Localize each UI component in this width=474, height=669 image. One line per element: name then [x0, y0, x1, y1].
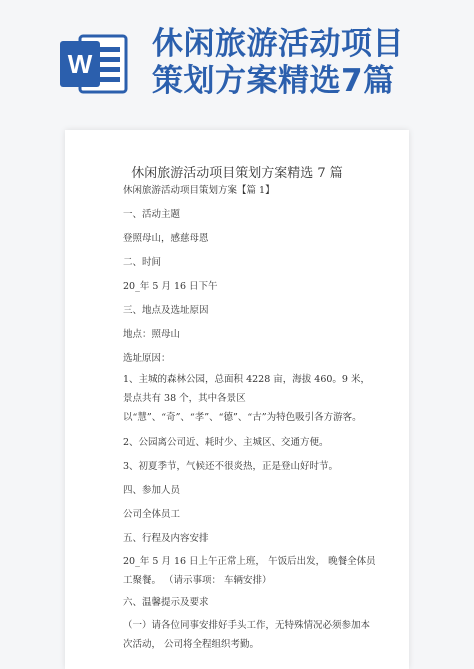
header-title-line2: 策划方案精选7篇: [152, 63, 395, 99]
paragraph: 20_年 5 月 16 日下午: [123, 281, 218, 292]
svg-text:W: W: [67, 49, 93, 79]
section-heading: 六、温馨提示及要求: [123, 597, 209, 608]
header-title: [152, 26, 462, 100]
paragraph: 20_年 5 月 16 日上午正常上班， 午饭后出发， 晚餐全体员工聚餐。 （请示事项： 车辆安排）: [123, 556, 376, 586]
paragraph: 地点：照母山: [123, 329, 181, 340]
section-heading: 五、行程及内容安排: [123, 533, 209, 544]
header-title-line1: 休闲旅游活动项目: [152, 26, 404, 62]
paragraph: 选址原因：: [123, 353, 171, 364]
section-heading: 一、活动主题: [123, 209, 181, 220]
paragraph: 公司全体员工: [123, 509, 181, 520]
word-icon: [60, 33, 128, 95]
document-page: [65, 130, 409, 669]
section-heading: 三、地点及选址原因: [123, 305, 209, 316]
paragraph: 3、初夏季节，气候还不很炎热，正是登山好时节。: [123, 461, 339, 472]
page-header: [0, 0, 474, 120]
document-subtitle: 休闲旅游活动项目策划方案【篇 1】: [123, 185, 275, 196]
document-title: 休闲旅游活动项目策划方案精选 7 篇: [131, 166, 343, 181]
paragraph: （一）请各位同事安排好手头工作，无特殊情况必须参加本次活动， 公司将全程组织考勤。: [123, 620, 371, 650]
section-heading: 二、时间: [123, 257, 162, 268]
paragraph: 1、主城的森林公园，总面积 4228 亩，海拔 460。9 米，景点共有 38 个，其中各景区以“慧”、“奇”、“孝”、“德”、“古”为特色吸引各方游客。: [123, 374, 370, 423]
section-heading: 四、参加人员: [123, 485, 181, 496]
paragraph: 登照母山，感慈母恩: [123, 233, 209, 244]
paragraph: 2、公园离公司近、耗时少、主城区、交通方便。: [123, 437, 329, 448]
